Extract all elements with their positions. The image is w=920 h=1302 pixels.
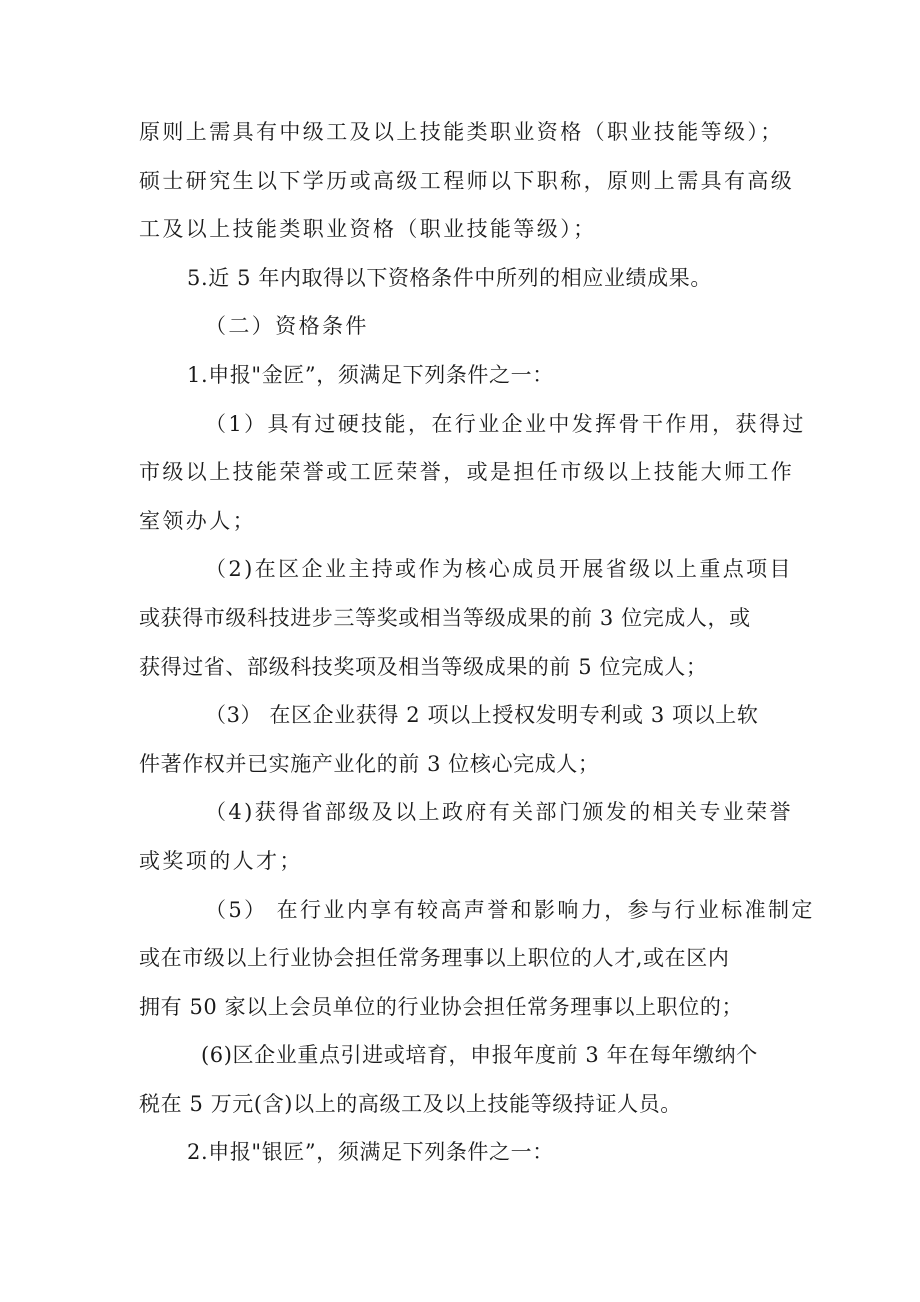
text-line: 工及以上技能类职业资格（职业技能等级）；: [139, 217, 597, 242]
text-line: 硕士研究生以下学历或高级工程师以下职称，原则上需具有高级: [139, 168, 795, 193]
text-line: 税在 5 万元(含)以上的高级工及以上技能等级持证人员。: [139, 1091, 682, 1116]
text-line: 或获得市级科技进步三等奖或相当等级成果的前 3 位完成人，或: [139, 605, 751, 630]
text-line: 件著作权并已实施产业化的前 3 位核心完成人；: [139, 751, 600, 776]
text-line: 或在市级以上行业协会担任常务理事以上职位的人才,或在区内: [139, 946, 730, 971]
document-body: [139, 108, 815, 1177]
text-line: （3） 在区企业获得 2 项以上授权发明专利或 3 项以上软: [205, 703, 759, 728]
text-line: 获得过省、部级科技奖项及相当等级成果的前 5 位完成人；: [139, 654, 708, 679]
text-line: 5.近 5 年内取得以下资格条件中所列的相应业绩成果。: [187, 265, 712, 290]
text-line: 2.申报"银匠”，须满足下列条件之一：: [187, 1140, 554, 1165]
text-line: 或奖项的人才；: [139, 848, 303, 873]
text-line: (6)区企业重点引进或培育，申报年度前 3 年在每年缴纳个: [201, 1043, 758, 1068]
text-line: 原则上需具有中级工及以上技能类职业资格（职业技能等级）；: [139, 120, 784, 144]
text-line: 拥有 50 家以上会员单位的行业协会担任常务理事以上职位的；: [139, 994, 744, 1019]
text-line: 1.申报"金匠”，须满足下列条件之一：: [187, 362, 554, 387]
section-heading: （二）资格条件: [205, 314, 369, 339]
text-line: （2)在区企业主持或作为核心成员开展省级以上重点项目: [205, 557, 793, 582]
text-line: 市级以上技能荣誉或工匠荣誉，或是担任市级以上技能大师工作: [139, 460, 795, 485]
text-line: （1）具有过硬技能，在行业企业中发挥骨干作用，获得过: [205, 411, 806, 436]
text-line: （4)获得省部级及以上政府有关部门颁发的相关专业荣誉: [205, 800, 793, 825]
text-line: 室领办人；: [139, 508, 256, 533]
text-line: （5） 在行业内享有较高声誉和影响力，参与行业标准制定: [205, 897, 815, 922]
